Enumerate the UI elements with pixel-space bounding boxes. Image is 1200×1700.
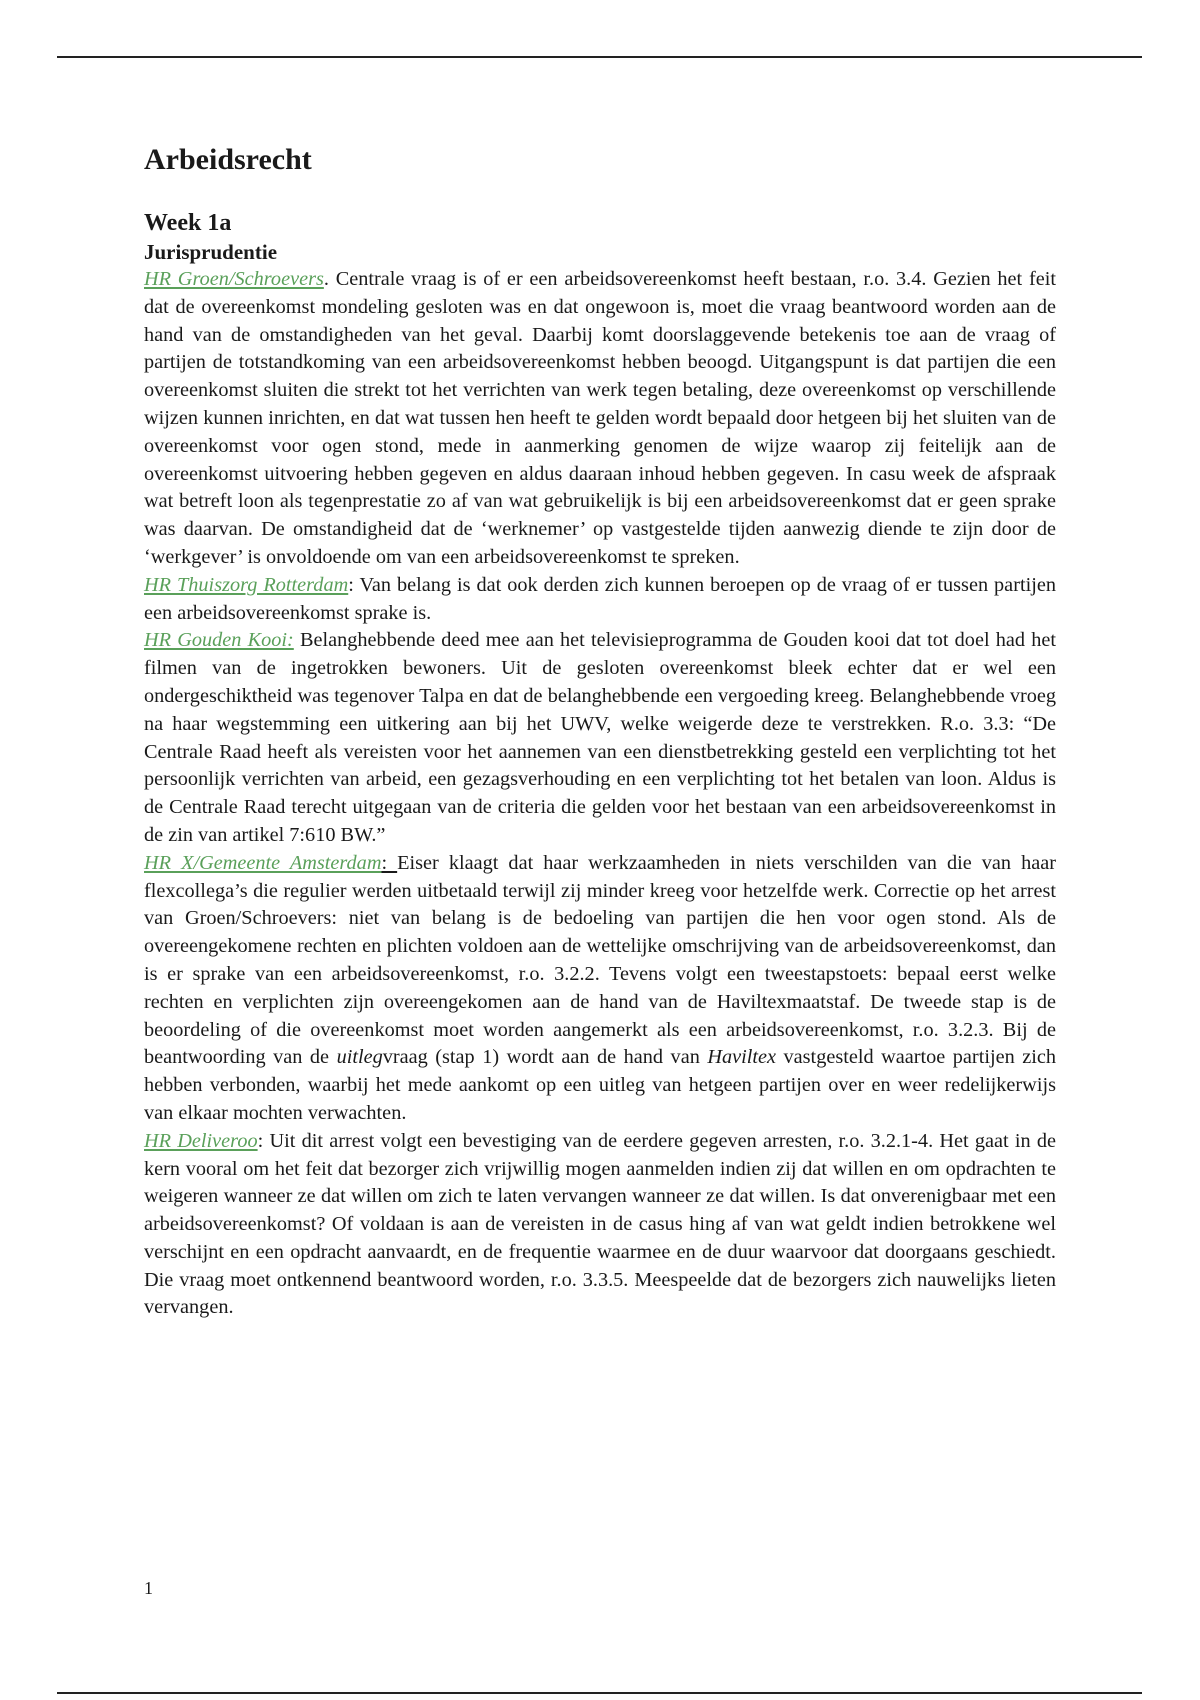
case-text: : Uit dit arrest volgt een bevestiging van de eerdere gegeven arresten, r.o. 3.2.1-4. Het gaat in de kern vooral om het feit dat bezorger zich vrijwillig mogen aanmelden indien zij dat willen en om opdrachten te weigeren wanneer ze dat willen om zich te laten vervangen wanneer ze dat willen. Is dat onverenigbaar met een arbeidsovereenkomst? Of voldaan is aan de vereisten in de casus hing af van wat geldt indien betrokkene wel verschijnt en een opdracht aanvaardt, en de frequentie waarmee en de duur waarvoor dat doorgaans geschiedt. Die vraag moet ontkennend beantwoord worden, r.o. 3.3.5. Meespeelde dat de bezorgers zich nauwelijks lieten vervangen. [144,1129,1057,1319]
case-text: Eiser klaagt dat haar werkzaamheden in niets verschilden van die van haar flexcollega’s die regulier werden uitbetaald terwijl zij minder kreeg voor hetzelfde werk. Correctie op het arrest van Groen/Schroevers: niet van belang is de bedoeling van partijen die hen voor ogen stond. Als de overeengekomene rechten en plichten voldoen aan de wettelijke omschrijving van de arbeidsovereenkomst, dan is er sprake van een arbeidsovereenkomst, r.o. 3.2.2. Tevens volgt een tweestapstoets: bepaal eerst welke rechten en verplichten zijn overeengekomen aan de hand van de Haviltexmaatstaf. De tweede stap is de beoordeling of die overeenkomst moet worden aangemerkt als een arbeidsovereenkomst, r.o. 3.2.3. Bij de beantwoording van de [144,851,1056,1069]
case-link-x-gemeente-amsterdam[interactable]: HR X/Gemeente Amsterdam [144,851,382,874]
case-paragraph [144,627,1056,849]
case-link-deliveroo[interactable]: HR Deliveroo [144,1129,258,1152]
case-link-thuiszorg-rotterdam[interactable]: HR Thuiszorg Rotterdam [144,573,349,596]
document-title: Arbeidsrecht [144,143,312,176]
case-text: . Centrale vraag is of er een arbeidsovereenkomst heeft bestaan, r.o. 3.4. Gezien het feit dat de overeenkomst mondeling gesloten was en dat ongewoon is, moet die vraag beantwoord worden aan de hand van de omstandigheden van het geval. Daarbij komt doorslaggevende betekenis toe aan de vraag of partijen de totstandkoming van een arbeidsovereenkomst hebben beoogd. Uitgangspunt is dat partijen die een overeenkomst sluiten die strekt tot het verrichten van werk tegen betaling, deze overeenkomst op verschillende wijzen kunnen inrichten, en dat wat tussen hen heeft te gelden wordt bepaald door hetgeen bij het sluiten van de overeenkomst voor ogen stond, mede in aanmerking genomen de wijze waarop zij feitelijk aan de overeenkomst uitvoering hebben gegeven en aldus daaraan inhoud hebben gegeven. In casu week de afspraak wat betreft loon als tegenprestatie zo af van wat gebruikelijk is bij een arbeidsovereenkomst dat er geen sprake was daarvan. De omstandigheid dat de ‘werknemer’ op vastgestelde tijden aanwezig diende te zijn door de ‘werkgever’ is onvoldoende om van een arbeidsovereenkomst te spreken. [144,268,1056,568]
case-link-groen-schroevers[interactable]: HR Groen/Schroevers [144,268,324,290]
case-link-suffix: : [381,851,398,874]
case-text: Belanghebbende deed mee aan het televisieprogramma de Gouden kooi dat tot doel had het filmen van de ingetrokken bewoners. Uit de gesloten overeenkomst bleek echter dat er wel een ondergeschiktheid was tegenover Talpa en dat de belanghebbende een vergoeding kreeg. Belanghebbende vroeg na haar wegstemming een uitkering aan bij het UWV, welke weigerde deze te verstrekken. R.o. 3.3: “De Centrale Raad heeft als vereisten voor het aannemen van een dienstbetrekking gesteld een verplichting tot het persoonlijk verrichten van arbeid, een gezagsverhouding en een verplichting tot het betalen van loon. Aldus is de Centrale Raad terecht uitgegaan van de criteria die gelden voor het bestaan van een arbeidsovereenkomst in de zin van artikel 7:610 BW.” [144,629,1056,846]
header-rule [57,56,1142,58]
case-paragraph [144,266,1056,572]
case-paragraph [144,1128,1056,1323]
week-heading: Week 1a [144,210,232,236]
case-paragraph [144,572,1056,628]
page-number: 1 [144,1578,153,1598]
footer-rule [57,1692,1142,1694]
case-text: vraag (stap 1) wordt aan de hand van [382,1046,708,1069]
case-text: vastgesteld waartoe partijen zich hebben verbonden, waarbij het mede aankomt op een uitleg van hetgeen partijen over en weer redelijkerwijs van elkaar mochten verwachten. [144,1046,1057,1124]
case-paragraph [144,850,1056,1128]
case-text-italic: uitleg [336,1046,383,1069]
document-page [144,140,1056,1322]
case-text: : Van belang is dat ook derden zich kunnen beroepen op de vraag of er tussen partijen een arbeidsovereenkomst sprake is. [144,573,1056,624]
section-heading: Jurisprudentie [144,240,278,264]
case-link-gouden-kooi[interactable]: HR Gouden Kooi: [144,629,294,652]
case-text-italic: Haviltex [707,1046,777,1069]
